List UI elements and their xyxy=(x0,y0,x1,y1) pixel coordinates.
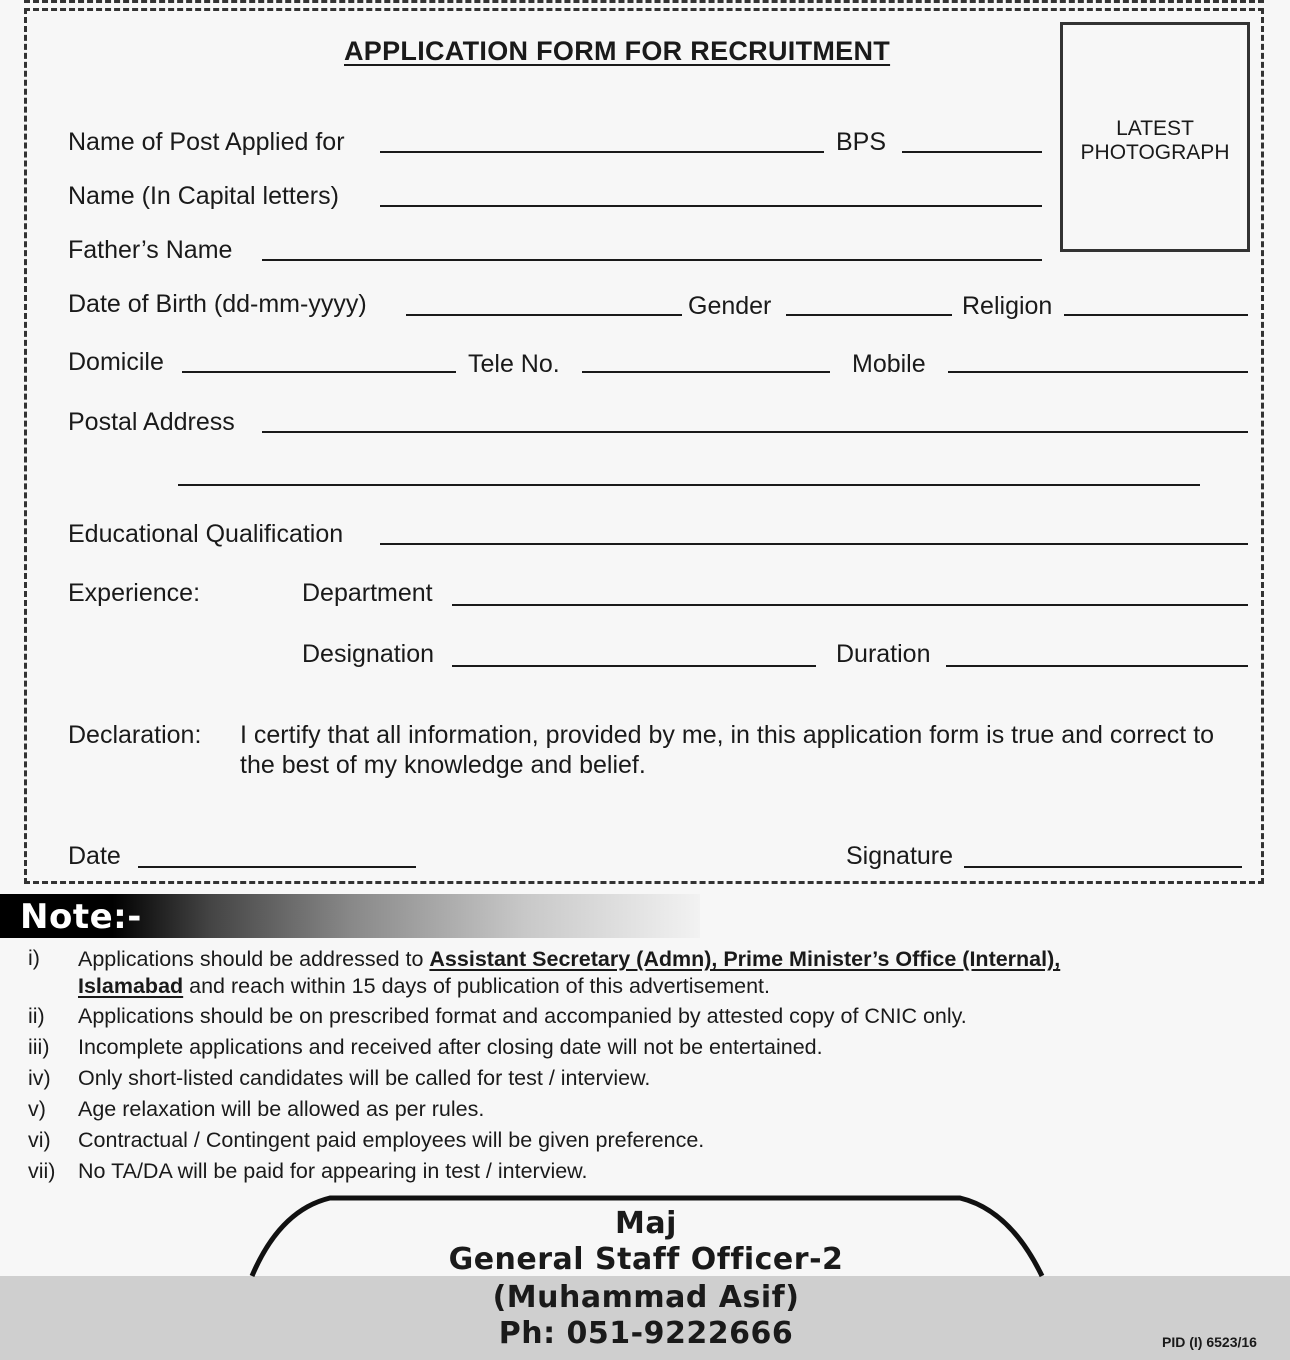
note-text-cont: and reach within 15 days of publication of this advertisement. xyxy=(183,974,770,998)
declaration-label: Declaration: xyxy=(68,721,202,749)
note-number: iv) xyxy=(28,1066,51,1090)
note-text: No TA/DA will be paid for appearing in test / interview. xyxy=(78,1159,588,1183)
gender-label: Gender xyxy=(688,292,772,320)
note-address-bold: Assistant Secretary (Admn), Prime Minister’s Office (Internal), xyxy=(429,947,1061,971)
form-title: APPLICATION FORM FOR RECRUITMENT xyxy=(344,36,891,66)
top-dashed-rule xyxy=(24,0,1264,6)
designation-label: Designation xyxy=(302,640,435,668)
note-text: Contractual / Contingent paid employees will be given preference. xyxy=(78,1128,705,1152)
religion-label: Religion xyxy=(962,292,1053,320)
signature-field[interactable] xyxy=(964,866,1242,868)
photo-label-line1: LATEST xyxy=(1116,117,1194,140)
department-field[interactable] xyxy=(452,604,1248,606)
signature-label: Signature xyxy=(846,842,954,870)
duration-label: Duration xyxy=(836,640,931,668)
father-name-field[interactable] xyxy=(262,259,1042,261)
dob-field[interactable] xyxy=(406,314,682,316)
tele-field[interactable] xyxy=(582,371,830,373)
declaration-text: I certify that all information, provided by me, in this application form is true and correct to the best of my knowledge and belief. xyxy=(240,721,1215,779)
gender-field[interactable] xyxy=(786,314,952,316)
photo-label-line2: PHOTOGRAPH xyxy=(1080,141,1230,164)
duration-field[interactable] xyxy=(946,665,1248,667)
photograph-box xyxy=(1060,22,1250,252)
postal-address-field-line2[interactable] xyxy=(178,484,1200,486)
postal-address-field[interactable] xyxy=(262,431,1248,433)
signatory-rank: Maj xyxy=(615,1206,677,1241)
education-label: Educational Qualification xyxy=(68,520,344,548)
signatory-designation: General Staff Officer-2 xyxy=(448,1242,844,1277)
post-label: Name of Post Applied for xyxy=(68,128,345,156)
note-text: Age relaxation will be allowed as per rules. xyxy=(78,1097,485,1121)
note-number: v) xyxy=(28,1097,46,1121)
bps-field[interactable] xyxy=(902,151,1042,153)
name-label: Name (In Capital letters) xyxy=(68,182,339,210)
religion-field[interactable] xyxy=(1064,314,1248,316)
department-label: Department xyxy=(302,579,433,607)
note-text: Applications should be on prescribed format and accompanied by attested copy of CNIC only. xyxy=(78,1004,967,1028)
postal-address-label: Postal Address xyxy=(68,408,235,436)
note-text: Applications should be addressed to xyxy=(78,947,430,971)
education-field[interactable] xyxy=(380,543,1248,545)
note-text: Incomplete applications and received after closing date will not be entertained. xyxy=(78,1035,823,1059)
signatory-name: (Muhammad Asif) xyxy=(492,1280,800,1315)
note-number: iii) xyxy=(28,1035,50,1059)
designation-field[interactable] xyxy=(452,665,816,667)
domicile-label: Domicile xyxy=(68,348,164,376)
note-number: i) xyxy=(28,946,40,970)
domicile-field[interactable] xyxy=(182,371,456,373)
note-number: vii) xyxy=(28,1159,56,1183)
date-field[interactable] xyxy=(138,866,416,868)
dob-label: Date of Birth (dd-mm-yyyy) xyxy=(68,290,367,318)
note-number: vi) xyxy=(28,1128,51,1152)
note-title: Note:- xyxy=(20,897,142,937)
experience-label: Experience: xyxy=(68,579,201,607)
note-text: Only short-listed candidates will be called for test / interview. xyxy=(78,1066,651,1090)
post-field[interactable] xyxy=(380,151,824,153)
note-number: ii) xyxy=(28,1004,45,1028)
tele-label: Tele No. xyxy=(468,350,560,378)
mobile-label: Mobile xyxy=(852,350,926,378)
father-name-label: Father’s Name xyxy=(68,236,233,264)
note-city-bold: Islamabad xyxy=(78,974,184,998)
signatory-phone: Ph: 051-9222666 xyxy=(498,1316,794,1351)
name-field[interactable] xyxy=(380,205,1042,207)
pid-number: PID (I) 6523/16 xyxy=(1162,1334,1257,1350)
mobile-field[interactable] xyxy=(948,371,1248,373)
date-label: Date xyxy=(68,842,121,870)
bps-label: BPS xyxy=(836,128,887,156)
